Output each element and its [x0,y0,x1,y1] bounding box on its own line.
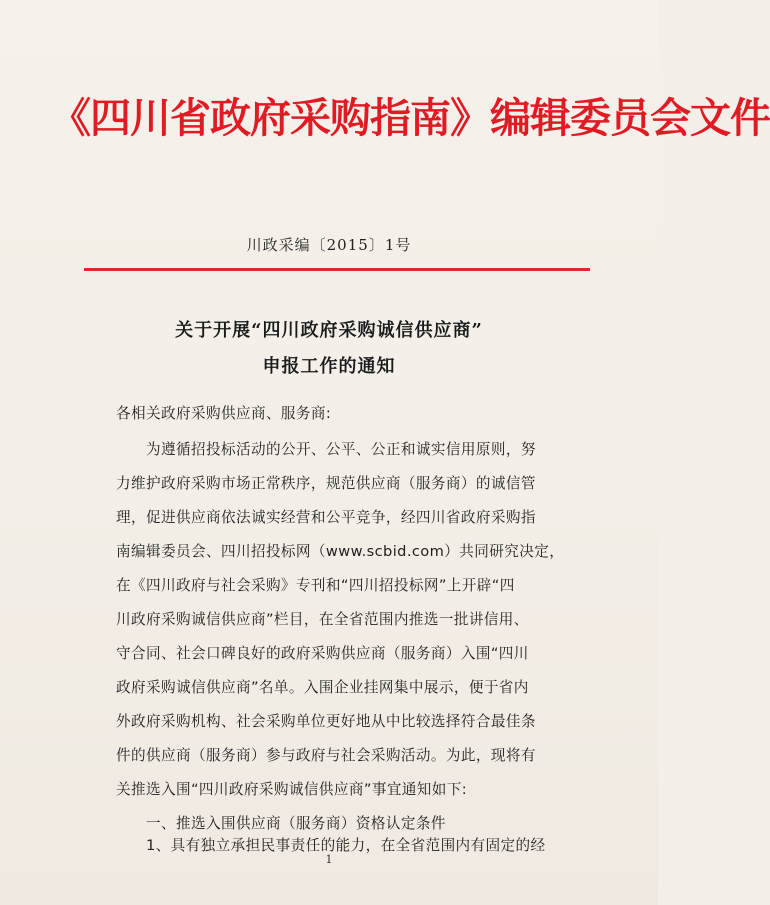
body-line-6: 川政府采购诚信供应商”栏目，在全省范围内推选一批讲信用、 [116,611,529,628]
body-line-8: 政府采购诚信供应商”名单。入围企业挂网集中展示，便于省内 [116,679,529,696]
body-line-5: 在《四川政府与社会采购》专刊和“四川招投标网”上开辟“四 [116,577,515,594]
body-line-3: 理，促进供应商依法诚实经营和公平竞争，经四川省政府采购指 [116,509,536,526]
notice-title-line-1: 关于开展“四川政府采购诚信供应商” [175,320,483,341]
section-1-heading: 一、推选入围供应商（服务商）资格认定条件 [146,815,446,832]
item-1-text: 1、具有独立承担民事责任的能力，在全省范围内有固定的经 [146,837,546,854]
body-line-11: 关推选入围“四川政府采购诚信供应商”事宜通知如下: [116,781,468,798]
page-number: 1 [325,853,333,866]
document-header-title: 《四川省政府采购指南》编辑委员会文件 [50,94,770,142]
body-line-7: 守合同、社会口碑良好的政府采购供应商（服务商）入围“四川 [116,645,529,662]
body-line-4: 南编辑委员会、四川招投标网（www.scbid.com）共同研究决定， [116,543,565,560]
body-line-10: 件的供应商（服务商）参与政府与社会采购活动。为此，现将有 [116,747,536,764]
body-line-9: 外政府采购机构、社会采购单位更好地从中比较选择符合最佳条 [116,713,536,730]
salutation: 各相关政府采购供应商、服务商: [116,405,332,422]
document-number: 川政采编〔2015〕1号 [246,236,412,254]
body-line-2: 力维护政府采购市场正常秩序，规范供应商（服务商）的诚信管 [116,475,536,492]
red-divider-line [84,268,590,271]
notice-title-line-2: 申报工作的通知 [262,356,396,377]
body-line-1: 为遵循招投标活动的公开、公平、公正和诚实信用原则，努 [146,441,536,458]
